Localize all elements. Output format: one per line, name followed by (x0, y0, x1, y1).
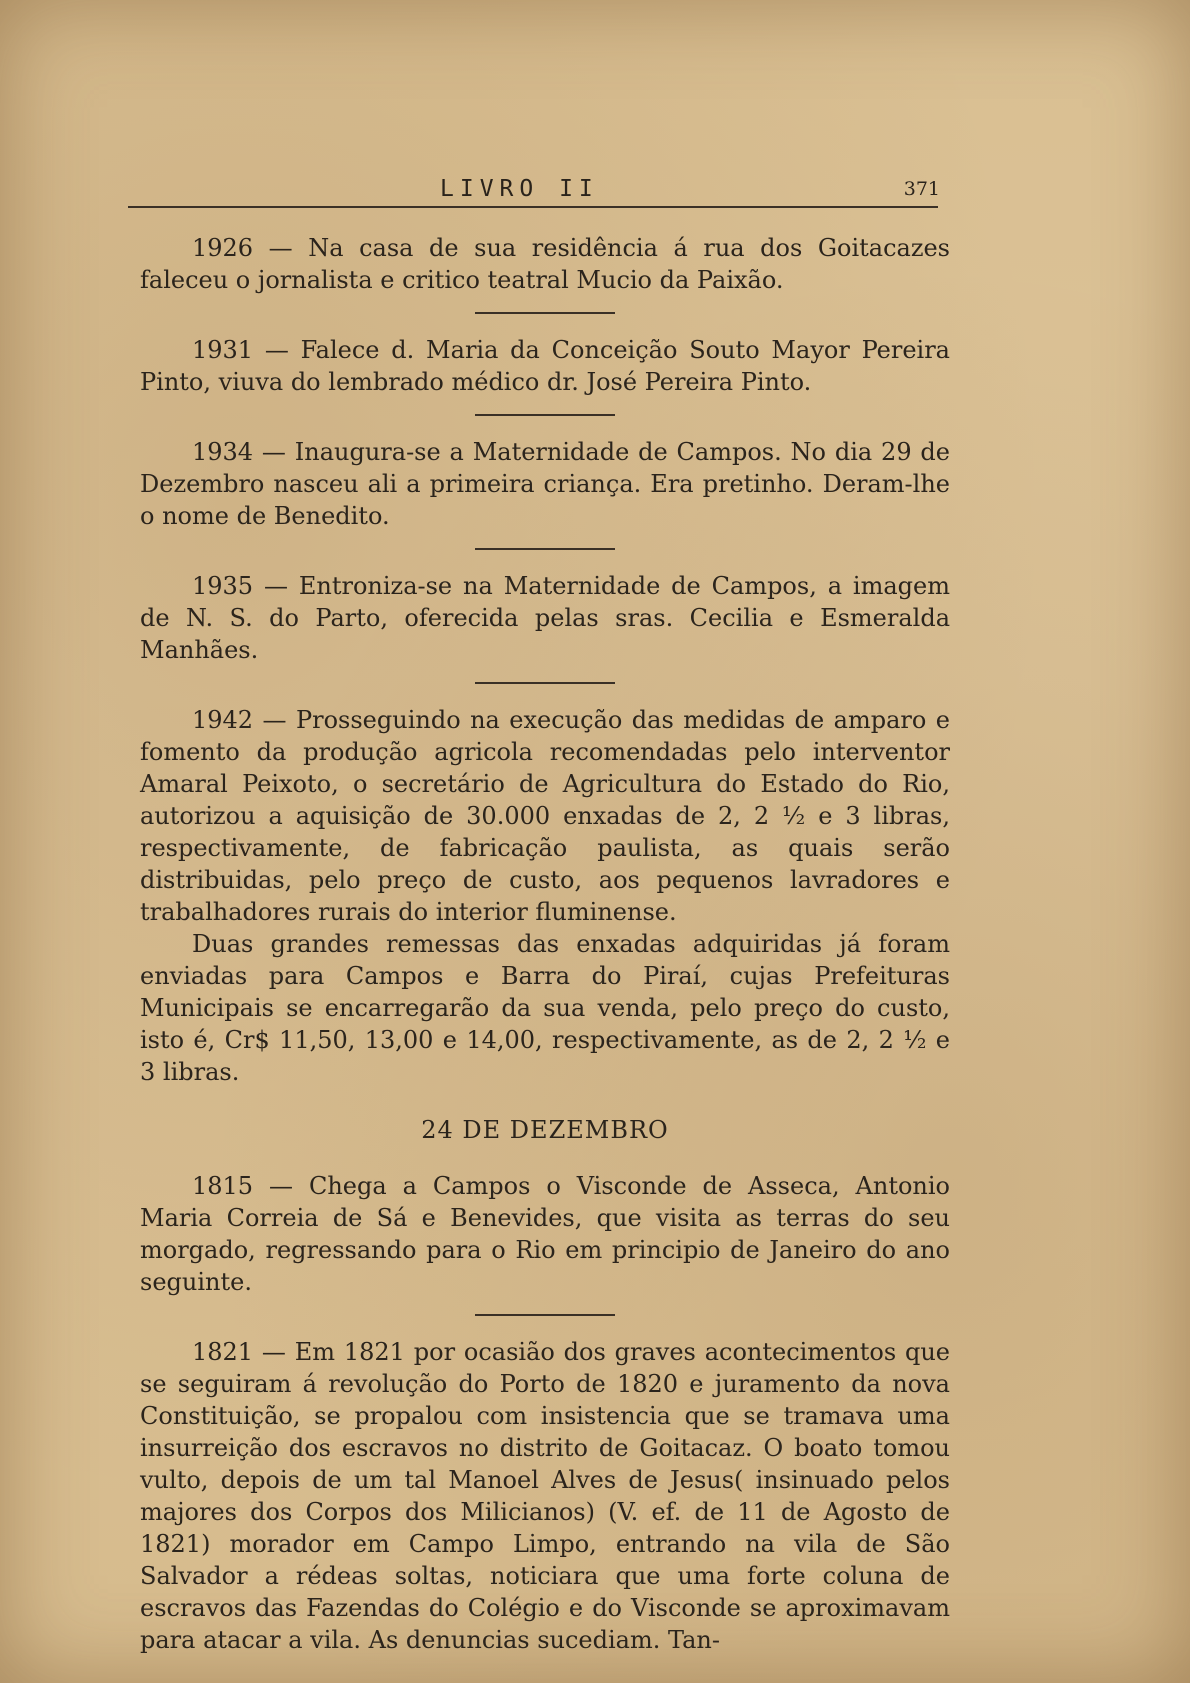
entry-separator (475, 414, 615, 416)
page-body (140, 232, 950, 1656)
entry-separator (475, 312, 615, 314)
entry-1926: 1926 — Na casa de sua residência á rua dos Goitacazes faleceu o jornalista e critico teatral Mucio da Paixão. (140, 234, 950, 294)
page-number: 371 (903, 178, 940, 200)
entry-1942: 1942 — Prosseguindo na execução das medidas de amparo e fomento da produção agricola recomendadas pelo interventor Amaral Peixoto, o secretário de Agricultura do Estado do Rio, autorizou a aquisição de 30.000 enxadas de 2, 2 ½ e 3 libras, respectivamente, de fabricação paulista, as quais serão distribuidas, pelo preço de custo, aos pequenos lavradores e trabalhadores rurais do interior fluminense. (140, 706, 950, 926)
entry-1821: 1821 — Em 1821 por ocasião dos graves acontecimentos que se seguiram á revolução do Porto de 1820 e juramento da nova Constituição, se propalou com insistencia que se tramava uma insurreição dos escravos no distrito de Goitacaz. O boato tomou vulto, depois de um tal Manoel Alves de Jesus( insinuado pelos majores dos Corpos dos Milicianos) (V. ef. de 11 de Agosto de 1821) morador em Campo Limpo, entrando na vila de São Salvador a rédeas soltas, noticiara que uma forte coluna de escravos das Fazendas do Colégio e do Visconde se aproximavam para atacar a vila. As denuncias sucediam. Tan- (140, 1338, 950, 1654)
section-heading-date: 24 DE DEZEMBRO (421, 1116, 669, 1144)
entry-1815: 1815 — Chega a Campos o Visconde de Asseca, Antonio Maria Correia de Sá e Benevides, que visita as terras do seu morgado, regressando para o Rio em principio de Janeiro do ano seguinte. (140, 1172, 950, 1296)
entry-separator (475, 1314, 615, 1316)
entry-separator (475, 682, 615, 684)
running-title: LIVRO II (440, 176, 599, 202)
entry-1931: 1931 — Falece d. Maria da Conceição Souto Mayor Pereira Pinto, viuva do lembrado médico dr. José Pereira Pinto. (140, 336, 950, 396)
entry-1934: 1934 — Inaugura-se a Maternidade de Campos. No dia 29 de Dezembro nasceu ali a primeira criança. Era pretinho. Deram-lhe o nome de Benedito. (140, 438, 950, 530)
entry-separator (475, 548, 615, 550)
header-rule (128, 206, 938, 208)
entry-1935: 1935 — Entroniza-se na Maternidade de Campos, a imagem de N. S. do Parto, oferecida pelas sras. Cecilia e Esmeralda Manhães. (140, 572, 950, 664)
entry-1942-continuation: Duas grandes remessas das enxadas adquiridas já foram enviadas para Campos e Barra do Piraí, cujas Prefeituras Municipais se encarregarão da sua venda, pelo preço do custo, isto é, Cr$ 11,50, 13,00 e 14,00, respectivamente, as de 2, 2 ½ e 3 libras. (140, 930, 950, 1086)
page-header (140, 176, 940, 206)
